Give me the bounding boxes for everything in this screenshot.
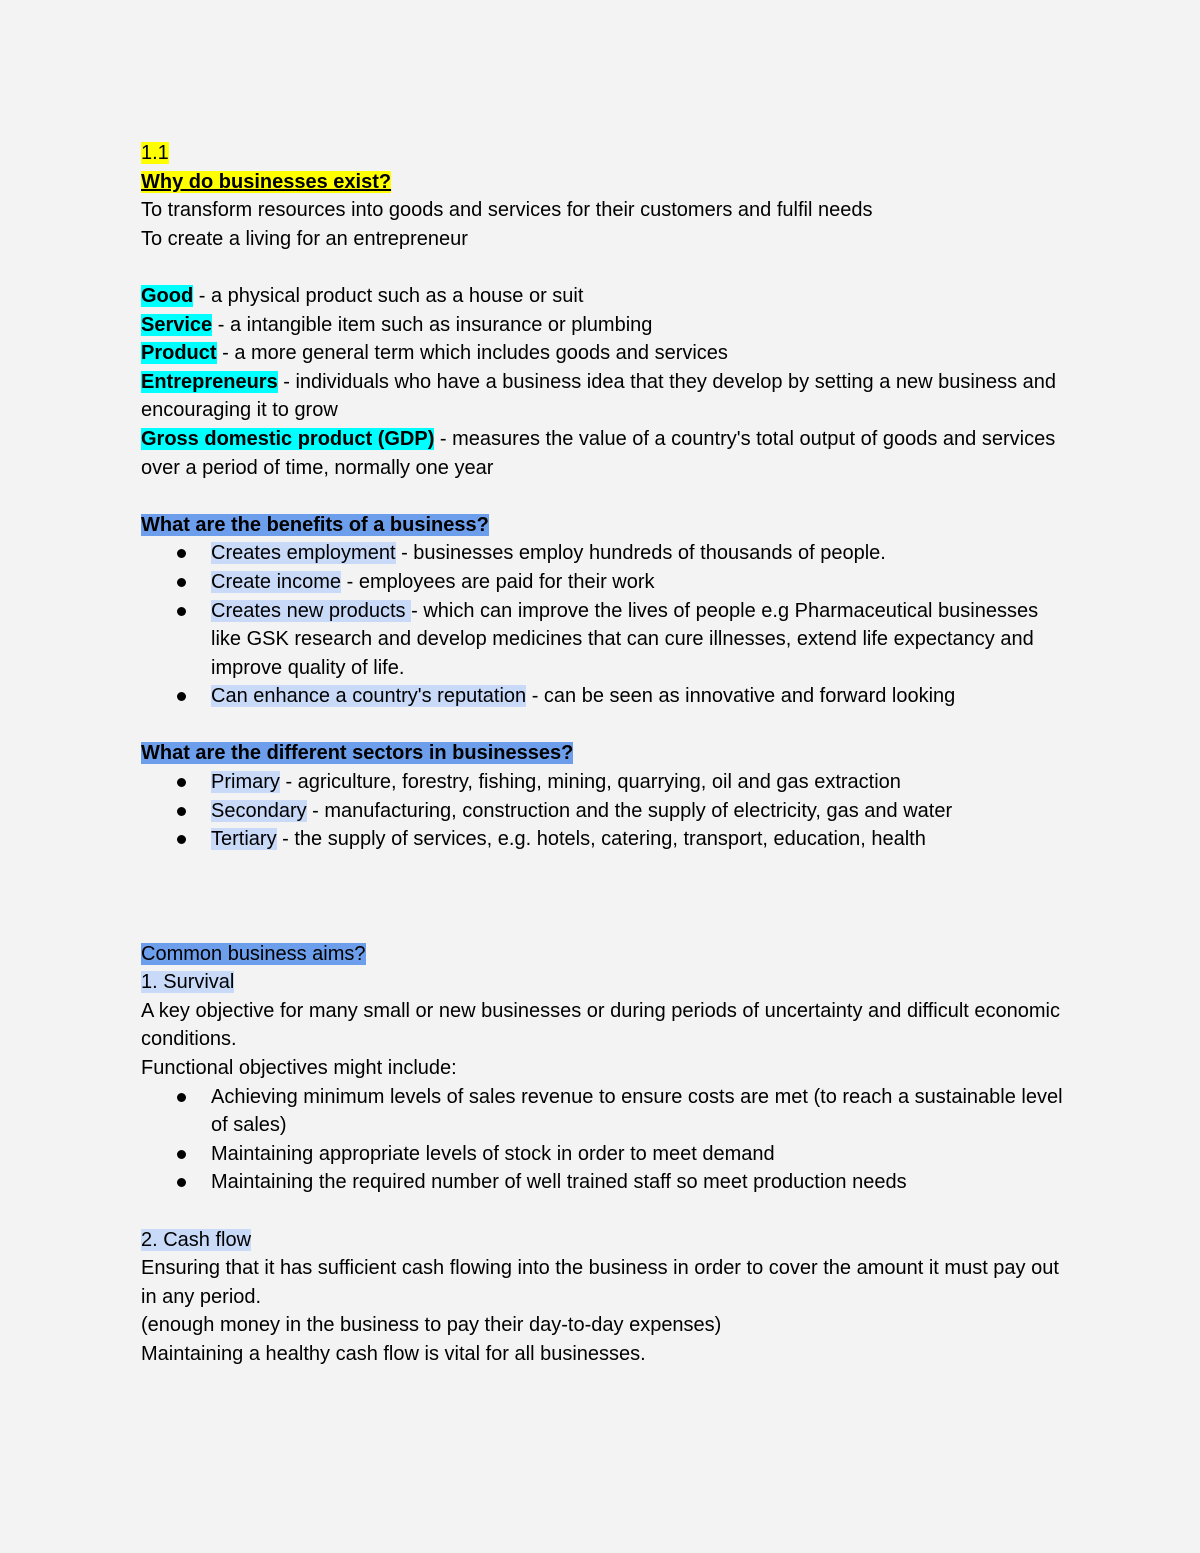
- spacer: [141, 253, 1071, 282]
- spacer: [141, 711, 1071, 740]
- list-item: Secondary - manufacturing, construction and the supply of electricity, gas and water: [211, 797, 1071, 826]
- bullet-icon: [177, 578, 186, 587]
- list-item: Primary - agriculture, forestry, fishing, mining, quarrying, oil and gas extraction: [211, 768, 1071, 797]
- bullet-icon: [177, 692, 186, 701]
- list-item: Creates employment - businesses employ hundreds of thousands of people.: [211, 539, 1071, 568]
- paragraph-line: A key objective for many small or new businesses or during periods of uncertainty and difficult economic conditions.: [141, 999, 1060, 1051]
- sectors-list: [141, 768, 1071, 854]
- bullet-icon: [177, 778, 186, 787]
- definition-product: Product - a more general term which includes goods and services: [141, 342, 728, 365]
- definition-entrepreneurs: Entrepreneurs - individuals who have a business idea that they develop by setting a new business and encouraging it to grow: [141, 370, 1056, 422]
- bullet-icon: [177, 1093, 186, 1102]
- list-item: Achieving minimum levels of sales revenue to ensure costs are met (to reach a sustainable level of sales): [211, 1083, 1071, 1140]
- paragraph-line: To transform resources into goods and services for their customers and fulfil needs: [141, 199, 873, 222]
- spacer: [141, 854, 1071, 940]
- bullet-icon: [177, 1150, 186, 1159]
- survival-objectives-list: [141, 1083, 1071, 1197]
- list-item: Can enhance a country's reputation - can be seen as innovative and forward looking: [211, 682, 1071, 711]
- cashflow-heading: 2. Cash flow: [141, 1228, 252, 1251]
- question-why-businesses-exist: Why do businesses exist?: [141, 170, 392, 193]
- list-item: Creates new products - which can improve the lives of people e.g Pharmaceutical businesses like GSK research and develop medicines that can cure illnesses, extend life expectancy and improve quality of life.: [211, 597, 1071, 683]
- paragraph-line: (enough money in the business to pay their day-to-day expenses): [141, 1314, 722, 1337]
- survival-heading: 1. Survival: [141, 971, 235, 994]
- paragraph-line: Maintaining a healthy cash flow is vital for all businesses.: [141, 1342, 646, 1365]
- list-item: Maintaining appropriate levels of stock in order to meet demand: [211, 1140, 1071, 1169]
- definition-gdp: Gross domestic product (GDP) - measures the value of a country's total output of goods and services over a period of time, normally one year: [141, 427, 1056, 479]
- spacer: [141, 482, 1071, 511]
- question-sectors: What are the different sectors in businesses?: [141, 742, 574, 765]
- definition-good: Good - a physical product such as a house or suit: [141, 284, 584, 307]
- paragraph-line: To create a living for an entrepreneur: [141, 227, 468, 250]
- spacer: [141, 1197, 1071, 1226]
- paragraph-line: Ensuring that it has sufficient cash flowing into the business in order to cover the amount it must pay out in any period.: [141, 1257, 1059, 1308]
- benefits-list: [141, 539, 1071, 711]
- bullet-icon: [177, 807, 186, 816]
- question-benefits: What are the benefits of a business?: [141, 513, 489, 536]
- aims-title: Common business aims?: [141, 942, 366, 965]
- section-number: 1.1: [141, 142, 169, 164]
- list-item: Tertiary - the supply of services, e.g. hotels, catering, transport, education, health: [211, 825, 1071, 854]
- list-item: Create income - employees are paid for their work: [211, 568, 1071, 597]
- bullet-icon: [177, 835, 186, 844]
- document-content: [141, 139, 1071, 1369]
- paragraph-line: Functional objectives might include:: [141, 1057, 457, 1080]
- bullet-icon: [177, 549, 186, 558]
- list-item: Maintaining the required number of well trained staff so meet production needs: [211, 1168, 1071, 1197]
- definition-service: Service - a intangible item such as insurance or plumbing: [141, 313, 653, 336]
- bullet-icon: [177, 607, 186, 616]
- bullet-icon: [177, 1178, 186, 1187]
